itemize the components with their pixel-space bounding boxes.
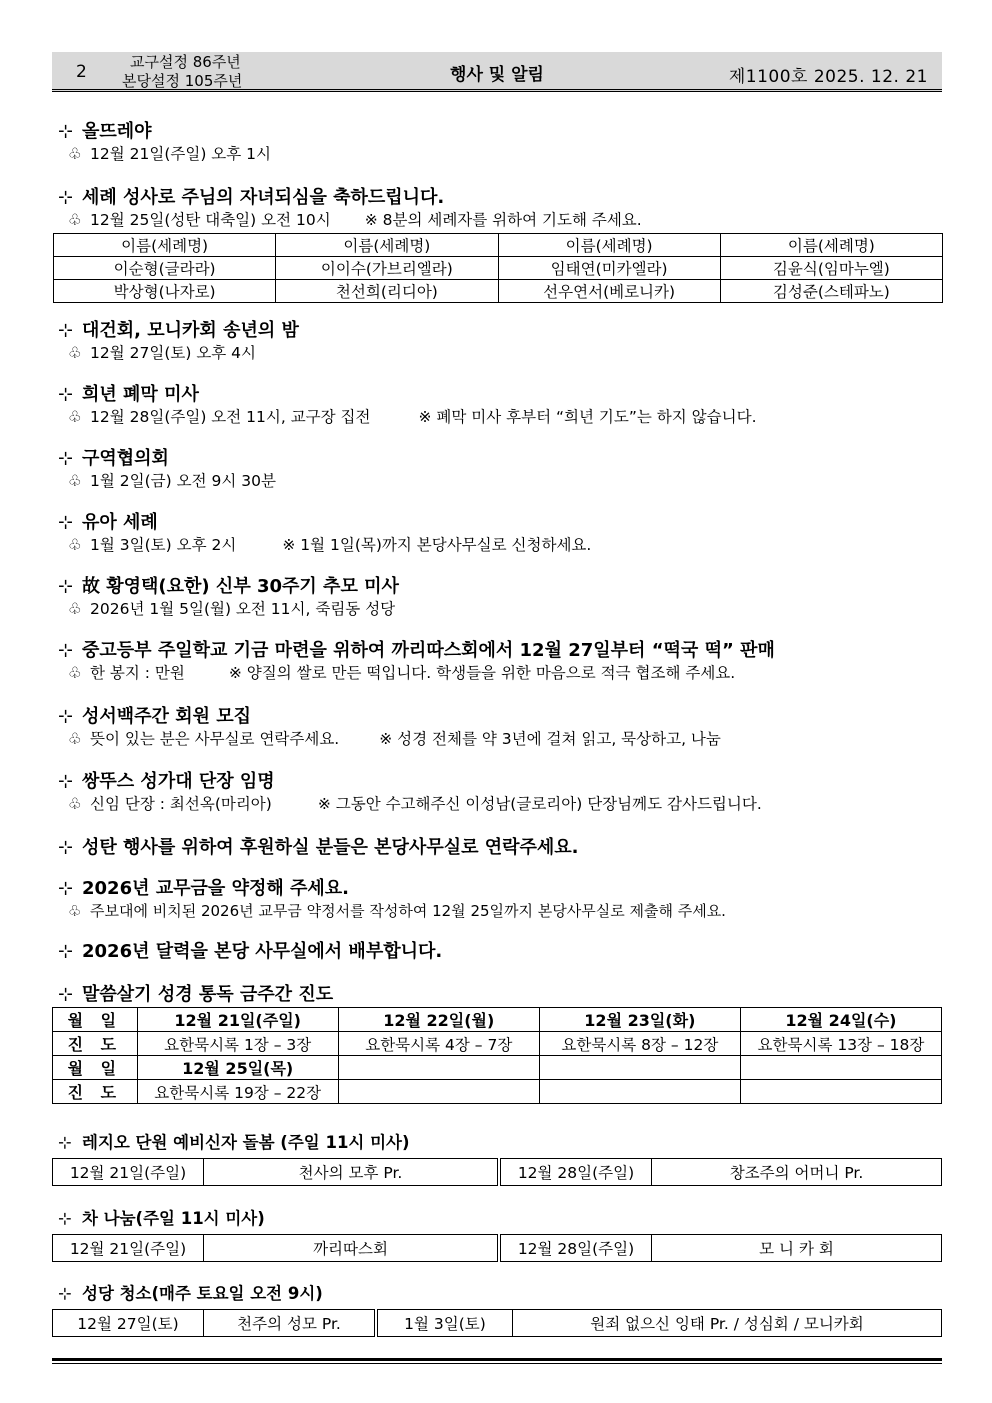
table-header-cell: 12월 22일(월) [338,1008,539,1032]
section-line: ♧ 1월 3일(토) 오후 2시 ※ 1월 1일(목)까지 본당사무실로 신청하세요. [68,536,592,554]
section-line: ♧ 신임 단장 : 최선옥(마리아) ※ 그동안 수고해주신 이성남(글로리아) 단장님께도 감사드립니다. [68,795,762,813]
table-cell: 이순형(글라라) [54,257,276,280]
progress-label: 진 도 [53,1080,138,1104]
table-cell: 12월 21일(주일) [53,1159,204,1186]
clover-icon: ♧ [68,472,82,490]
clover-icon: ♧ [68,795,82,813]
clover-icon: ♧ [68,536,82,554]
section-title: ⊹ 성당 청소(매주 토요일 오전 9시) [58,1284,323,1303]
table-header-cell: 12월 21일(주일) [137,1008,338,1032]
table-cell: 모 니 카 회 [652,1235,942,1262]
section-cleaning [58,1283,942,1305]
table-cell: 임태연(미카엘라) [498,257,720,280]
section-title: ⊹ 희년 폐막 미사 [58,384,199,405]
section-marker-icon: ⊹ [58,187,74,208]
table-cell: 까리따스회 [204,1235,500,1262]
table-cell [338,1080,539,1104]
table-row [53,1235,942,1262]
clover-icon: ♧ [68,408,82,426]
section-district-council [58,448,942,492]
section-marker-icon: ⊹ [58,640,74,661]
parish-anniversary: 본당설정 105주년 [122,72,243,90]
table-cell: 12월 27일(토) [53,1310,204,1337]
table-cell: 천선희(리디아) [276,280,498,303]
table-header-cell [338,1056,539,1080]
section-bible-study [58,706,942,750]
section-title: ⊹ 2026년 교무금을 약정해 주세요. [58,878,350,899]
section-infant-baptism [58,512,942,556]
table-header-row [53,1056,942,1080]
table-cell [740,1080,941,1104]
section-title: ⊹ 성탄 행사를 위하여 후원하실 분들은 본당사무실로 연락주세요. [58,837,579,858]
table-cell: 12월 21일(주일) [53,1235,204,1262]
table-header-cell: 이름(세례명) [54,234,276,257]
table-cell: 요한묵시록 13장 – 18장 [740,1032,941,1056]
clover-icon: ♧ [68,730,82,748]
section-title: ⊹ 유아 세례 [58,512,158,533]
section-parish-dues [58,878,942,922]
clover-icon: ♧ [68,211,82,229]
legio-table [52,1158,942,1186]
table-header-cell [740,1056,941,1080]
table-header-cell: 이름(세례명) [276,234,498,257]
cleaning-table [52,1309,942,1337]
page-number: 2 [76,62,87,82]
table-cell: 요한묵시록 4장 – 7장 [338,1032,539,1056]
table-cell: 이이수(가브리엘라) [276,257,498,280]
section-line: ♧ 한 봉지 : 만원 ※ 양질의 쌀로 만든 떡입니다. 학생들을 위한 마음으로 적극 협조해 주세요. [68,664,736,682]
baptism-table [53,233,943,303]
section-bible-reading [58,984,942,1006]
section-legio [58,1132,942,1154]
table-header-cell: 12월 25일(목) [137,1056,338,1080]
table-header-cell: 이름(세례명) [498,234,720,257]
section-title: ⊹ 중고등부 주일학교 기금 마련을 위하여 까리따스회에서 12월 27일부터 “떡국 떡” 판매 [58,640,775,661]
section-year-end-party [58,320,942,364]
day-label: 월 일 [53,1008,138,1032]
section-line: ♧ 12월 28일(주일) 오전 11시, 교구장 집전 ※ 폐막 미사 후부터 “희년 기도”는 하지 않습니다. [68,408,757,426]
section-title: ⊹ 구역협의회 [58,448,169,469]
section-marker-icon: ⊹ [58,837,74,858]
section-title: ⊹ 성서백주간 회원 모집 [58,706,252,727]
clover-icon: ♧ [68,664,82,682]
table-cell: 1월 3일(토) [376,1310,513,1337]
table-cell: 김윤식(임마누엘) [720,257,942,280]
section-title: ⊹ 쌍뚜스 성가대 단장 임명 [58,771,275,792]
section-marker-icon: ⊹ [58,512,74,533]
section-marker-icon: ⊹ [58,984,74,1005]
section-marker-icon: ⊹ [58,1133,72,1152]
section-marker-icon: ⊹ [58,320,74,341]
table-cell: 김성준(스테파노) [720,280,942,303]
tea-table [52,1234,942,1262]
table-cell: 창조주의 어머니 Pr. [652,1159,942,1186]
section-tea-sharing [58,1208,942,1230]
section-marker-icon: ⊹ [58,941,74,962]
section-title: ⊹ 세례 성사로 주님의 자녀되심을 축하드립니다. [58,187,445,208]
table-row [53,1080,942,1104]
table-row [54,280,943,303]
table-header-cell: 12월 23일(화) [539,1008,740,1032]
section-marker-icon: ⊹ [58,121,74,142]
section-rice-cake-sale [58,640,942,684]
section-marker-icon: ⊹ [58,771,74,792]
diocese-anniversary: 교구설정 86주년 [130,53,241,71]
reading-schedule-table [52,1007,942,1104]
section-memorial-mass [58,576,942,620]
table-cell: 박상형(나자로) [54,280,276,303]
section-marker-icon: ⊹ [58,878,74,899]
section-title: ⊹ 레지오 단원 예비신자 돌봄 (주일 11시 미사) [58,1133,410,1152]
section-line: ♧ 1월 2일(금) 오전 9시 30분 [68,472,276,490]
clover-icon: ♧ [68,344,82,362]
table-header-cell [539,1056,740,1080]
table-cell: 천사의 모후 Pr. [204,1159,500,1186]
section-jubilee-closing [58,384,942,428]
section-marker-icon: ⊹ [58,448,74,469]
table-cell: 선우연서(베로니카) [498,280,720,303]
table-header-cell: 이름(세례명) [720,234,942,257]
table-cell: 12월 28일(주일) [499,1159,652,1186]
section-line: ♧ 12월 21일(주일) 오후 1시 [68,145,271,163]
page-header [52,52,942,92]
table-cell: 12월 28일(주일) [499,1235,652,1262]
table-header-cell: 12월 24일(수) [740,1008,941,1032]
table-cell: 요한묵시록 1장 – 3장 [137,1032,338,1056]
section-marker-icon: ⊹ [58,1209,72,1228]
table-row [53,1310,942,1337]
section-line: ♧ 뜻이 있는 분은 사무실로 연락주세요. ※ 성경 전체를 약 3년에 걸쳐 읽고, 묵상하고, 나눔 [68,730,721,748]
section-title: ⊹ 차 나눔(주일 11시 미사) [58,1209,265,1228]
issue-info: 제1100호 2025. 12. 21 [728,67,928,87]
page-title: 행사 및 알림 [450,65,544,85]
section-christmas-sponsors [58,837,942,859]
section-marker-icon: ⊹ [58,384,74,405]
clover-icon: ♧ [68,145,82,163]
clover-icon: ♧ [68,600,82,618]
section-calendar [58,941,942,963]
clover-icon: ♧ [68,902,82,920]
table-cell: 요한묵시록 19장 – 22장 [137,1080,338,1104]
section-line: ♧ 2026년 1월 5일(월) 오전 11시, 죽림동 성당 [68,600,396,618]
section-choir-director [58,771,942,815]
section-line: ♧ 주보대에 비치된 2026년 교무금 약정서를 작성하여 12월 25일까지 본당사무실로 제출해 주세요. [68,902,726,920]
section-oltreya [58,121,942,165]
section-marker-icon: ⊹ [58,1284,72,1303]
table-row [53,1159,942,1186]
section-title: ⊹ 2026년 달력을 본당 사무실에서 배부합니다. [58,941,443,962]
section-baptism [58,187,942,231]
section-title: ⊹ 말씀살기 성경 통독 금주간 진도 [58,984,334,1005]
table-cell: 원죄 없으신 잉태 Pr. / 성심회 / 모니카회 [513,1310,942,1337]
table-cell: 요한묵시록 8장 – 12장 [539,1032,740,1056]
table-header-row [54,234,943,257]
progress-label: 진 도 [53,1032,138,1056]
section-marker-icon: ⊹ [58,706,74,727]
table-row [54,257,943,280]
section-title: ⊹ 대건회, 모니카회 송년의 밤 [58,320,299,341]
table-cell [539,1080,740,1104]
table-cell: 천주의 성모 Pr. [204,1310,377,1337]
section-title: ⊹ 올뜨레야 [58,121,152,142]
section-title: ⊹ 故 황영택(요한) 신부 30주기 추모 미사 [58,576,399,597]
section-marker-icon: ⊹ [58,576,74,597]
table-header-row [53,1008,942,1032]
section-line: ♧ 12월 25일(성탄 대축일) 오전 10시 ※ 8분의 세례자를 위하여 기도해 주세요. [68,211,642,229]
footer-rule [52,1358,942,1364]
table-row [53,1032,942,1056]
day-label: 월 일 [53,1056,138,1080]
section-line: ♧ 12월 27일(토) 오후 4시 [68,344,257,362]
